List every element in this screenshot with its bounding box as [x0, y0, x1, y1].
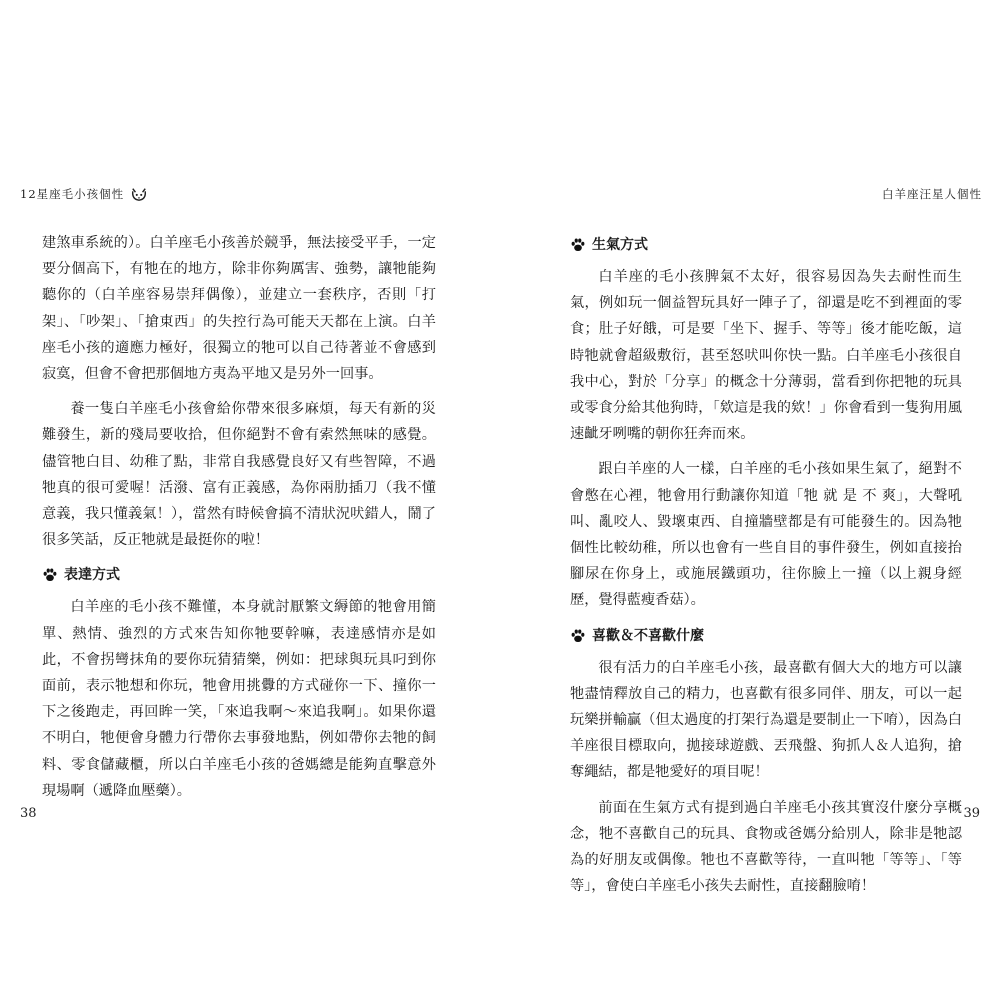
paw-icon [570, 237, 586, 253]
right-page [500, 0, 1000, 1000]
body-paragraph: 養一隻白羊座毛小孩會給你帶來很多麻煩，每天有新的災難發生，新的殘局要收拾，但你絕對不會有索然無味的感覺。儘管牠白目、幼稚了點，非常自我感覺良好又有些智障，不過牠真的很可愛喔！活潑、富有正義感，為你兩肋插刀（我不懂意義，我只懂義氣！），當然有時候會搞不清狀況吠錯人，鬧了很多笑話，反正牠就是最挺你的啦！ [42, 401, 436, 549]
running-head-right [882, 186, 982, 202]
body-paragraph: 建煞車系統的）。白羊座毛小孩善於競爭，無法接受平手，一定要分個高下，有牠在的地方，除非你夠厲害、強勢，讓牠能夠聽你的（白羊座容易崇拜偶像），並建立一套秩序，否則「打架」、「吵架」、「搶東西」的失控行為可能天天都在上演。白羊座毛小孩的適應力極好，很獨立的牠可以自己待著並不會感到寂寞，但會不會把那個地方夷為平地又是另外一回事。 [42, 235, 436, 383]
page-number-left: 38 [20, 806, 37, 821]
section-heading-expression [42, 562, 436, 588]
section-title: 生氣方式 [592, 237, 648, 253]
body-paragraph: 白羊座的毛小孩不難懂，本身就討厭繁文縟節的牠會用簡單、熱情、強烈的方式來告知你牠要幹嘛，表達感情亦是如此，不會拐彎抹角的要你玩猜猜樂，例如：把球與玩具叼到你面前，表示牠想和你玩，牠會用挑釁的方式碰你一下、撞你一下之後跑走，再回眸一笑，「來追我啊～來追我啊」。如果你還不明白，牠便會身體力行帶你去事發地點，例如帶你去牠的飼料、零食儲藏櫃，所以白羊座毛小孩的爸媽總是能夠直擊意外現場啊（遞降血壓藥）。 [42, 599, 436, 799]
right-page-body [570, 230, 962, 908]
section-heading-anger [570, 232, 962, 258]
running-head-left [20, 186, 148, 202]
body-paragraph: 前面在生氣方式有提到過白羊座毛小孩其實沒什麼分享概念，牠不喜歡自己的玩具、食物或爸媽分給別人，除非是牠認為的好朋友或偶像。牠也不喜歡等待，一直叫牠「等等」、「等等」，會使白羊座毛小孩失去耐性，直接翻臉唷！ [570, 799, 962, 895]
cat-face-icon [130, 186, 148, 202]
page-number-right: 39 [963, 806, 980, 821]
body-paragraph: 跟白羊座的人一樣，白羊座的毛小孩如果生氣了，絕對不會憋在心裡，牠會用行動讓你知道「牠 就 是 不 爽」，大聲吼叫、亂咬人、毀壞東西、自撞牆壁都是有可能發生的。因為牠個性比較幼稚，所以也會有一些自目的事件發生，例如直接抬腳尿在你身上，或施展鐵頭功，往你臉上一撞（以上親身經歷，覺得藍瘦香菇）。 [570, 461, 962, 609]
running-head-title: 12星座毛小孩個性 [20, 187, 125, 201]
paw-icon [570, 628, 586, 644]
running-head-title: 白羊座汪星人個性 [882, 187, 982, 201]
section-heading-likes [570, 623, 962, 649]
paw-icon [42, 567, 58, 583]
body-paragraph: 白羊座的毛小孩脾氣不太好，很容易因為失去耐性而生氣，例如玩一個益智玩具好一陣子了，卻還是吃不到裡面的零食；肚子好餓，可是要「坐下、握手、等等」後才能吃飯，這時牠就會超級敷衍，甚至怒吠叫你快一點。白羊座毛小孩很自我中心，對於「分享」的概念十分薄弱，當看到你把牠的玩具或零食分給其他狗時，「欸這是我的欸！」你會看到一隻狗用風速齜牙咧嘴的朝你狂奔而來。 [570, 269, 962, 443]
section-title: 喜歡＆不喜歡什麼 [592, 627, 704, 644]
section-title: 表達方式 [64, 567, 120, 584]
left-page-body [42, 230, 436, 813]
body-paragraph: 很有活力的白羊座毛小孩，最喜歡有個大大的地方可以讓牠盡情釋放自己的精力，也喜歡有很多同伴、朋友，可以一起玩樂拼輸贏（但太過度的打架行為還是要制止一下唷），因為白羊座很目標取向，拋接球遊戲、丟飛盤、狗抓人＆人追狗，搶奪繩結，都是牠愛好的項目呢！ [570, 659, 962, 781]
